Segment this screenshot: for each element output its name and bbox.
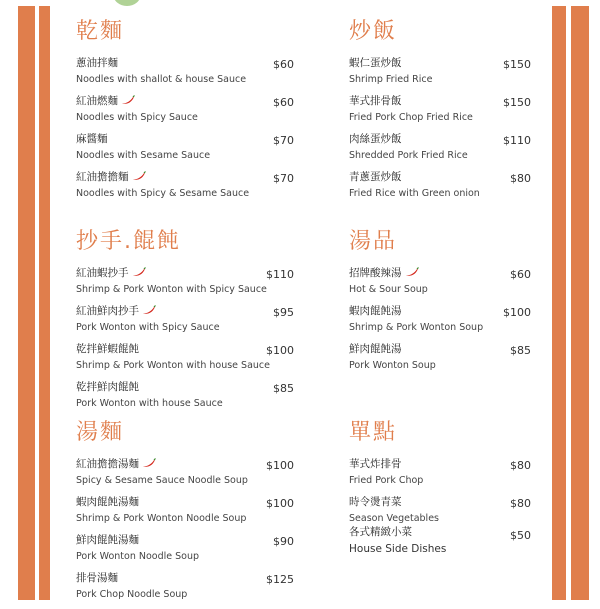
item-name-en: Spicy & Sesame Sauce Noodle Soup bbox=[76, 475, 248, 486]
item-price: $100 bbox=[266, 497, 294, 510]
item-name-en: Shrimp & Pork Wonton with house Sauce bbox=[76, 360, 270, 371]
section-title: 湯品 bbox=[349, 229, 398, 254]
item-price: $110 bbox=[266, 268, 294, 281]
item-name-en: Shredded Pork Fried Rice bbox=[349, 150, 468, 161]
item-name-zh-text: 蔥油拌麵 bbox=[76, 57, 118, 69]
item-price: $100 bbox=[266, 459, 294, 472]
item-price: $90 bbox=[273, 535, 294, 548]
decorative-leaf bbox=[113, 0, 141, 6]
section-title: 抄手.餛飩 bbox=[76, 229, 181, 254]
item-price: $60 bbox=[273, 58, 294, 71]
menu-section bbox=[76, 18, 294, 228]
menu-item bbox=[349, 170, 531, 208]
item-name-en: Pork Wonton with house Sauce bbox=[76, 398, 223, 409]
item-price: $100 bbox=[503, 306, 531, 319]
item-name-en: Shrimp & Pork Wonton Noodle Soup bbox=[76, 513, 247, 524]
item-price: $100 bbox=[266, 344, 294, 357]
menu-item bbox=[76, 533, 294, 571]
item-name-zh-text: 招牌酸辣湯 bbox=[349, 267, 402, 279]
item-name-zh bbox=[349, 266, 419, 280]
menu-item bbox=[76, 94, 294, 132]
item-name-en: Fried Rice with Green onion bbox=[349, 188, 480, 199]
item-name-zh bbox=[349, 457, 402, 471]
item-name-zh-text: 乾拌鮮肉餛飩 bbox=[76, 381, 139, 393]
item-name-en: Pork Wonton Soup bbox=[349, 360, 436, 371]
menu-section bbox=[349, 18, 531, 228]
menu-item bbox=[76, 571, 294, 609]
item-name-en: Pork Wonton Noodle Soup bbox=[76, 551, 200, 562]
item-name-en: Pork Wonton with Spicy Sauce bbox=[76, 322, 220, 333]
item-name-zh: 各式精緻小菜 bbox=[349, 526, 412, 538]
item-name-zh-text: 華式炸排骨 bbox=[349, 458, 402, 470]
item-name-en: Noodles with Spicy & Sesame Sauce bbox=[76, 188, 250, 199]
item-price: $125 bbox=[266, 573, 294, 586]
item-name-zh bbox=[349, 94, 402, 108]
menu-item bbox=[349, 266, 531, 304]
menu-item bbox=[349, 132, 531, 170]
item-name-zh bbox=[76, 56, 118, 70]
menu-item bbox=[76, 132, 294, 170]
item-price: $50 bbox=[510, 529, 531, 542]
item-name-zh-text: 紅油鮮肉抄手 bbox=[76, 305, 139, 317]
item-name-zh-text: 乾拌鮮蝦餛飩 bbox=[76, 343, 139, 355]
menu-item bbox=[349, 56, 531, 94]
item-name-zh bbox=[349, 495, 402, 509]
item-name-zh-text: 蝦肉餛飩湯麵 bbox=[76, 496, 139, 508]
chili-pepper-icon bbox=[142, 458, 156, 468]
item-price: $80 bbox=[510, 459, 531, 472]
item-price: $60 bbox=[273, 96, 294, 109]
item-name-zh-text: 肉絲蛋炒飯 bbox=[349, 133, 402, 145]
item-name-en: Pork Chop Noodle Soup bbox=[76, 589, 188, 600]
item-name-en: Shrimp Fried Rice bbox=[349, 74, 433, 85]
item-price: $80 bbox=[510, 497, 531, 510]
item-name-zh-text: 紅油蝦抄手 bbox=[76, 267, 129, 279]
item-name-zh bbox=[76, 533, 139, 547]
chili-pepper-icon bbox=[132, 267, 146, 277]
menu-item bbox=[76, 56, 294, 94]
item-name-zh-text: 時令燙青菜 bbox=[349, 496, 402, 508]
item-price: $150 bbox=[503, 96, 531, 109]
menu-item-side-dishes bbox=[349, 526, 531, 577]
item-name-zh bbox=[349, 56, 402, 70]
item-name-zh bbox=[76, 495, 139, 509]
item-name-zh bbox=[76, 380, 139, 394]
item-name-zh-text: 鮮肉餛飩湯麵 bbox=[76, 534, 139, 546]
item-name-en: Shrimp & Pork Wonton with Spicy Sauce bbox=[76, 284, 267, 295]
menu-item bbox=[349, 304, 531, 342]
menu-item bbox=[76, 380, 294, 418]
item-name-zh-text: 鮮肉餛飩湯 bbox=[349, 343, 402, 355]
item-name-zh-text: 紅油擔擔湯麵 bbox=[76, 458, 139, 470]
menu-column-right bbox=[349, 18, 531, 599]
item-price: $60 bbox=[510, 268, 531, 281]
menu-section bbox=[349, 419, 531, 599]
item-name-zh-text: 麻醬麵 bbox=[76, 133, 108, 145]
item-name-zh bbox=[76, 571, 118, 585]
item-name-zh-text: 紅油燃麵 bbox=[76, 95, 118, 107]
item-name-zh bbox=[76, 132, 108, 146]
item-price: $85 bbox=[273, 382, 294, 395]
item-name-en: Shrimp & Pork Wonton Soup bbox=[349, 322, 484, 333]
menu-item bbox=[349, 94, 531, 132]
menu-item bbox=[76, 457, 294, 495]
item-name-en: Hot & Sour Soup bbox=[349, 284, 428, 295]
menu-column-left bbox=[76, 18, 294, 599]
chili-pepper-icon bbox=[132, 171, 146, 181]
menu-item bbox=[76, 170, 294, 208]
item-name-zh bbox=[349, 170, 402, 184]
item-name-en: Noodles with Spicy Sauce bbox=[76, 112, 198, 123]
item-name-zh bbox=[349, 304, 402, 318]
chili-pepper-icon bbox=[405, 267, 419, 277]
item-price: $70 bbox=[273, 134, 294, 147]
item-name-zh bbox=[76, 266, 146, 280]
menu-item bbox=[349, 457, 531, 495]
menu-item bbox=[76, 342, 294, 380]
item-price: $95 bbox=[273, 306, 294, 319]
item-name-en: House Side Dishes bbox=[349, 543, 447, 555]
item-price: $80 bbox=[510, 172, 531, 185]
left-decor-bar-inner bbox=[39, 6, 50, 600]
item-name-zh-text: 蝦肉餛飩湯 bbox=[349, 305, 402, 317]
item-name-zh bbox=[76, 170, 146, 184]
section-title: 湯麵 bbox=[76, 420, 125, 445]
item-name-zh-text: 紅油擔擔麵 bbox=[76, 171, 129, 183]
item-name-en: Noodles with shallot & house Sauce bbox=[76, 74, 247, 85]
menu-item bbox=[76, 304, 294, 342]
right-decor-bar-outer bbox=[571, 6, 589, 600]
item-name-en: Fried Pork Chop bbox=[349, 475, 424, 486]
chili-pepper-icon bbox=[142, 305, 156, 315]
item-price: $85 bbox=[510, 344, 531, 357]
right-decor-bar-inner bbox=[552, 6, 566, 600]
item-name-zh bbox=[76, 304, 156, 318]
menu-section bbox=[76, 419, 294, 599]
menu-item bbox=[76, 266, 294, 304]
item-price: $110 bbox=[503, 134, 531, 147]
section-title: 乾麵 bbox=[76, 19, 125, 44]
menu-section bbox=[76, 228, 294, 419]
item-name-zh bbox=[76, 342, 139, 356]
item-name-en: Season Vegetables bbox=[349, 513, 439, 524]
menu-section bbox=[349, 228, 531, 419]
section-title: 炒飯 bbox=[349, 19, 398, 44]
item-price: $150 bbox=[503, 58, 531, 71]
chili-pepper-icon bbox=[121, 95, 135, 105]
section-title: 單點 bbox=[349, 420, 398, 445]
item-name-zh-text: 青蔥蛋炒飯 bbox=[349, 171, 402, 183]
item-name-zh bbox=[76, 457, 156, 471]
menu-item bbox=[76, 495, 294, 533]
item-name-zh bbox=[349, 132, 402, 146]
item-name-zh-text: 蝦仁蛋炒飯 bbox=[349, 57, 402, 69]
item-name-en: Noodles with Sesame Sauce bbox=[76, 150, 211, 161]
item-name-en: Fried Pork Chop Fried Rice bbox=[349, 112, 473, 123]
item-name-zh-text: 排骨湯麵 bbox=[76, 572, 118, 584]
item-name-zh bbox=[76, 94, 135, 108]
left-decor-bar-outer bbox=[18, 6, 35, 600]
menu-item bbox=[349, 342, 531, 380]
item-name-zh bbox=[349, 342, 402, 356]
item-price: $70 bbox=[273, 172, 294, 185]
item-name-zh-text: 華式排骨飯 bbox=[349, 95, 402, 107]
